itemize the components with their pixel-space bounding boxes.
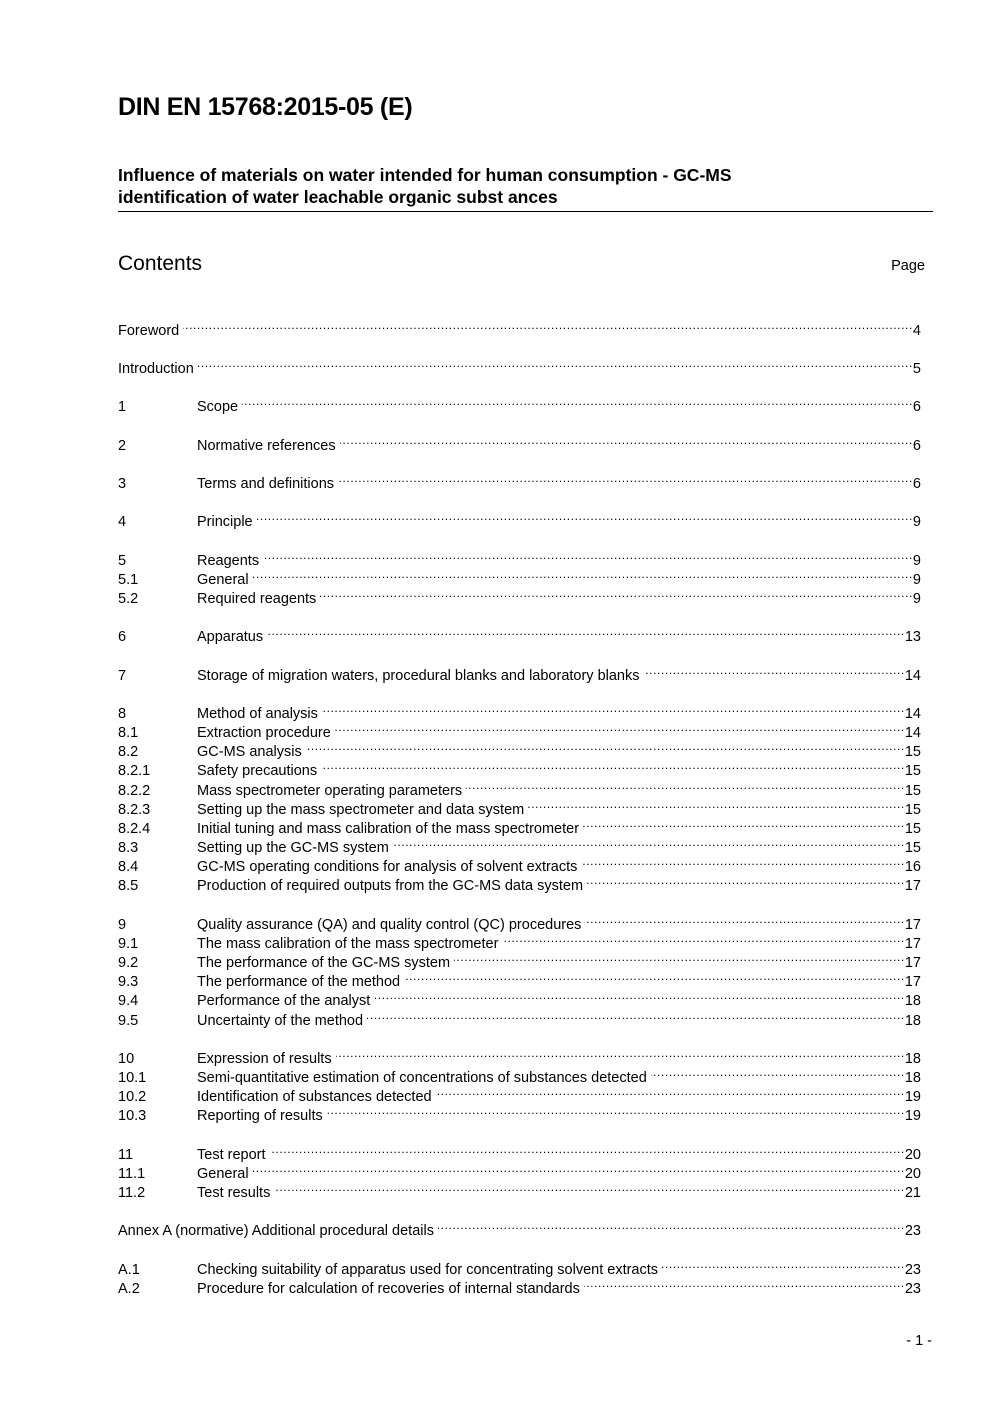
toc-leader: [367, 1006, 905, 1025]
toc-entry-8-2[interactable]: [118, 737, 921, 760]
toc-number: 8.2.3: [118, 802, 151, 818]
toc-title: Test report: [197, 1147, 266, 1163]
toc-page: 18: [904, 1013, 921, 1029]
toc-entry-8-2-4[interactable]: [118, 814, 921, 837]
toc-title: Production of required outputs from the GC-MS data system: [197, 878, 584, 894]
toc-entry-5-1[interactable]: [118, 565, 921, 588]
toc-leader: [320, 584, 913, 603]
toc-title: Scope: [197, 399, 239, 415]
toc-entry-8-3[interactable]: [118, 833, 921, 856]
toc-page: 6: [912, 476, 921, 492]
toc-number: 1: [118, 399, 127, 415]
toc-title: Performance of the analyst: [197, 993, 371, 1009]
toc-entry-8-2-1[interactable]: [118, 756, 921, 779]
toc-number: 8.2.2: [118, 783, 151, 799]
toc-leader: [585, 910, 904, 929]
toc-page: 9: [912, 514, 921, 530]
toc-number: 6: [118, 629, 127, 645]
toc-leader: [528, 795, 905, 814]
toc-entry-8-2-2[interactable]: [118, 776, 921, 799]
toc-leader: [257, 507, 913, 526]
toc-number: A.1: [118, 1262, 140, 1278]
toc-number: 11.1: [118, 1166, 146, 1182]
toc-number: 9.2: [118, 955, 139, 971]
toc-page: 5: [912, 361, 921, 377]
toc-number: 8.1: [118, 725, 139, 741]
document-title: DIN EN 15768:2015-05 (E): [118, 93, 413, 121]
toc-page: 15: [904, 821, 921, 837]
toc-number: 11: [118, 1147, 134, 1163]
page-column-label: Page: [891, 258, 925, 274]
toc-page: 16: [904, 859, 921, 875]
toc-number: 9.1: [118, 936, 139, 952]
toc-page: 21: [904, 1185, 921, 1201]
toc-page: 19: [904, 1108, 921, 1124]
contents-heading: Contents: [118, 252, 203, 275]
subtitle-line-1: Influence of materials on water intended for human consumption - GC-MS: [118, 165, 732, 185]
toc-entry-11[interactable]: [118, 1140, 921, 1163]
toc-leader: [322, 699, 905, 718]
toc-page: 17: [904, 878, 921, 894]
toc-number: 10.2: [118, 1089, 147, 1105]
toc-leader: [267, 622, 905, 641]
toc-title: Initial tuning and mass calibration of the mass spectrometer: [197, 821, 580, 837]
toc-page: 23: [904, 1223, 921, 1239]
toc-title: General: [197, 572, 249, 588]
toc-number: 8.2.4: [118, 821, 151, 837]
toc-title: Safety precautions: [197, 763, 318, 779]
toc-title: Semi-quantitative estimation of concentrations of substances detected: [197, 1070, 647, 1086]
toc-title: Identification of substances detected: [197, 1089, 432, 1105]
toc-title: Extraction procedure: [197, 725, 331, 741]
toc-title: The performance of the method: [197, 974, 401, 990]
toc-leader: [662, 1255, 905, 1274]
toc-leader: [253, 565, 913, 584]
toc-number: 8.3: [118, 840, 139, 856]
toc-leader: [404, 967, 905, 986]
toc-title: Setting up the GC-MS system: [197, 840, 389, 856]
toc-title: Principle: [197, 514, 253, 530]
toc-annex-a[interactable]: [118, 1216, 921, 1239]
toc-title: The mass calibration of the mass spectrometer: [197, 936, 499, 952]
toc-title: Expression of results: [197, 1051, 332, 1067]
toc-leader: [438, 1216, 905, 1235]
toc-page: 13: [904, 629, 921, 645]
toc-title: Foreword: [118, 323, 180, 339]
toc-page: 6: [912, 438, 921, 454]
toc-leader: [436, 1082, 905, 1101]
toc-entry-5[interactable]: [118, 546, 921, 569]
toc-entry-10[interactable]: [118, 1044, 921, 1067]
toc-title: Terms and definitions: [197, 476, 335, 492]
toc-leader: [327, 1101, 905, 1120]
toc-number: 9.3: [118, 974, 139, 990]
toc-entry-2[interactable]: [118, 431, 921, 454]
toc-number: 8.2.1: [118, 763, 151, 779]
toc-title: Setting up the mass spectrometer and data system: [197, 802, 525, 818]
toc-entry-6[interactable]: [118, 622, 921, 645]
toc-page: 9: [912, 553, 921, 569]
toc-entry-1[interactable]: [118, 392, 921, 415]
toc-page: 4: [912, 323, 921, 339]
toc-leader: [306, 737, 905, 756]
subtitle-line-2: identification of water leachable organic subst ances: [118, 187, 558, 207]
toc-entry-3[interactable]: [118, 469, 921, 492]
toc-leader: [581, 852, 904, 871]
toc-page: 9: [912, 572, 921, 588]
toc-leader: [374, 986, 905, 1005]
toc-number: 5: [118, 553, 127, 569]
toc-entry-9-5[interactable]: [118, 1006, 921, 1029]
toc-page: 9: [912, 591, 921, 607]
toc-entry-9-3[interactable]: [118, 967, 921, 990]
toc-entry-8-5[interactable]: [118, 871, 921, 894]
toc-number: 5.1: [118, 572, 139, 588]
toc-leader: [466, 776, 905, 795]
toc-number: A.2: [118, 1281, 140, 1297]
toc-leader: [583, 814, 905, 833]
toc-entry-10-1[interactable]: [118, 1063, 921, 1086]
toc-leader: [393, 833, 905, 852]
toc-page: 17: [904, 917, 921, 933]
toc-entry-9-2[interactable]: [118, 948, 921, 971]
toc-number: 9.4: [118, 993, 139, 1009]
toc-number: 8.5: [118, 878, 139, 894]
toc-entry-a-1[interactable]: [118, 1255, 921, 1278]
toc-number: 10: [118, 1051, 135, 1067]
toc-number: 8: [118, 706, 127, 722]
toc-title: Checking suitability of apparatus used for concentrating solvent extracts: [197, 1262, 659, 1278]
toc-title: Normative references: [197, 438, 336, 454]
toc-entry-a-2[interactable]: [118, 1274, 921, 1297]
toc-page: 14: [904, 668, 921, 684]
toc-page: 14: [904, 706, 921, 722]
toc-page: 15: [904, 744, 921, 760]
toc-entry-10-2[interactable]: [118, 1082, 921, 1105]
toc-number: 7: [118, 668, 127, 684]
toc-title: Test results: [197, 1185, 271, 1201]
toc-page: 18: [904, 1070, 921, 1086]
toc-page: 20: [904, 1166, 921, 1182]
toc-page: 15: [904, 802, 921, 818]
toc-entry-8-4[interactable]: [118, 852, 921, 875]
toc-entry-8-2-3[interactable]: [118, 795, 921, 818]
toc-leader: [584, 1274, 905, 1293]
toc-leader: [253, 1159, 905, 1178]
toc-number: 5.2: [118, 591, 139, 607]
toc-entry-8-1[interactable]: [118, 718, 921, 741]
toc-number: 2: [118, 438, 127, 454]
toc-page: 23: [904, 1281, 921, 1297]
toc-page: 17: [904, 955, 921, 971]
toc-leader: [336, 1044, 905, 1063]
toc-entry-10-3[interactable]: [118, 1101, 921, 1124]
toc-title: Annex A (normative) Additional procedural details: [118, 1223, 434, 1239]
toc-leader: [321, 756, 905, 775]
toc-page: 18: [904, 1051, 921, 1067]
toc-number: 4: [118, 514, 127, 530]
toc-title: Reagents: [197, 553, 260, 569]
toc-number: 9: [118, 917, 127, 933]
toc-title: Storage of migration waters, procedural blanks and laboratory blanks: [197, 668, 640, 684]
toc-page: 15: [904, 840, 921, 856]
toc-number: 3: [118, 476, 127, 492]
toc-title: Uncertainty of the method: [197, 1013, 364, 1029]
toc-entry-4[interactable]: [118, 507, 921, 530]
toc-foreword[interactable]: [118, 316, 921, 339]
toc-page: 18: [904, 993, 921, 1009]
toc-leader: [338, 469, 913, 488]
toc-leader: [644, 661, 905, 680]
toc-title: GC-MS analysis: [197, 744, 302, 760]
toc-number: 8.2: [118, 744, 139, 760]
toc-entry-8[interactable]: [118, 699, 921, 722]
toc-entry-11-1[interactable]: [118, 1159, 921, 1182]
toc-number: 10.3: [118, 1108, 147, 1124]
toc-number: 8.4: [118, 859, 139, 875]
toc-title: Quality assurance (QA) and quality control (QC) procedures: [197, 917, 582, 933]
toc-title: Method of analysis: [197, 706, 318, 722]
toc-entry-9[interactable]: [118, 910, 921, 933]
page-number: - 1 -: [906, 1333, 932, 1349]
toc-leader: [274, 1178, 905, 1197]
toc-introduction[interactable]: [118, 354, 921, 377]
toc-entry-11-2[interactable]: [118, 1178, 921, 1201]
toc-entry-9-4[interactable]: [118, 986, 921, 1009]
toc-leader: [454, 948, 905, 967]
toc-entry-5-2[interactable]: [118, 584, 921, 607]
toc-title: Procedure for calculation of recoveries of internal standards: [197, 1281, 580, 1297]
toc-title: Reporting of results: [197, 1108, 323, 1124]
toc-leader: [198, 354, 913, 373]
toc-leader: [340, 431, 913, 450]
toc-leader: [242, 392, 913, 411]
toc-title: General: [197, 1166, 249, 1182]
toc-title: Apparatus: [197, 629, 264, 645]
toc-leader: [335, 718, 905, 737]
toc-page: 17: [904, 974, 921, 990]
document-subtitle: [118, 164, 933, 212]
toc-leader: [502, 929, 904, 948]
toc-page: 20: [904, 1147, 921, 1163]
toc-title: Introduction: [118, 361, 194, 377]
toc-number: 11.2: [118, 1185, 146, 1201]
toc-page: 14: [904, 725, 921, 741]
toc-entry-9-1[interactable]: [118, 929, 921, 952]
toc-page: 15: [904, 763, 921, 779]
toc-title: The performance of the GC-MS system: [197, 955, 451, 971]
toc-page: 23: [904, 1262, 921, 1278]
toc-title: GC-MS operating conditions for analysis of solvent extracts: [197, 859, 578, 875]
toc-number: 9.5: [118, 1013, 139, 1029]
toc-leader: [587, 871, 905, 890]
toc-page: 15: [904, 783, 921, 799]
toc-page: 19: [904, 1089, 921, 1105]
toc-entry-7[interactable]: [118, 661, 921, 684]
toc-leader: [183, 316, 913, 335]
toc-leader: [263, 546, 913, 565]
toc-page: 17: [904, 936, 921, 952]
toc-title: Required reagents: [197, 591, 317, 607]
toc-leader: [651, 1063, 905, 1082]
toc-title: Mass spectrometer operating parameters: [197, 783, 463, 799]
toc-number: 10.1: [118, 1070, 147, 1086]
toc-leader: [270, 1140, 905, 1159]
toc-page: 6: [912, 399, 921, 415]
